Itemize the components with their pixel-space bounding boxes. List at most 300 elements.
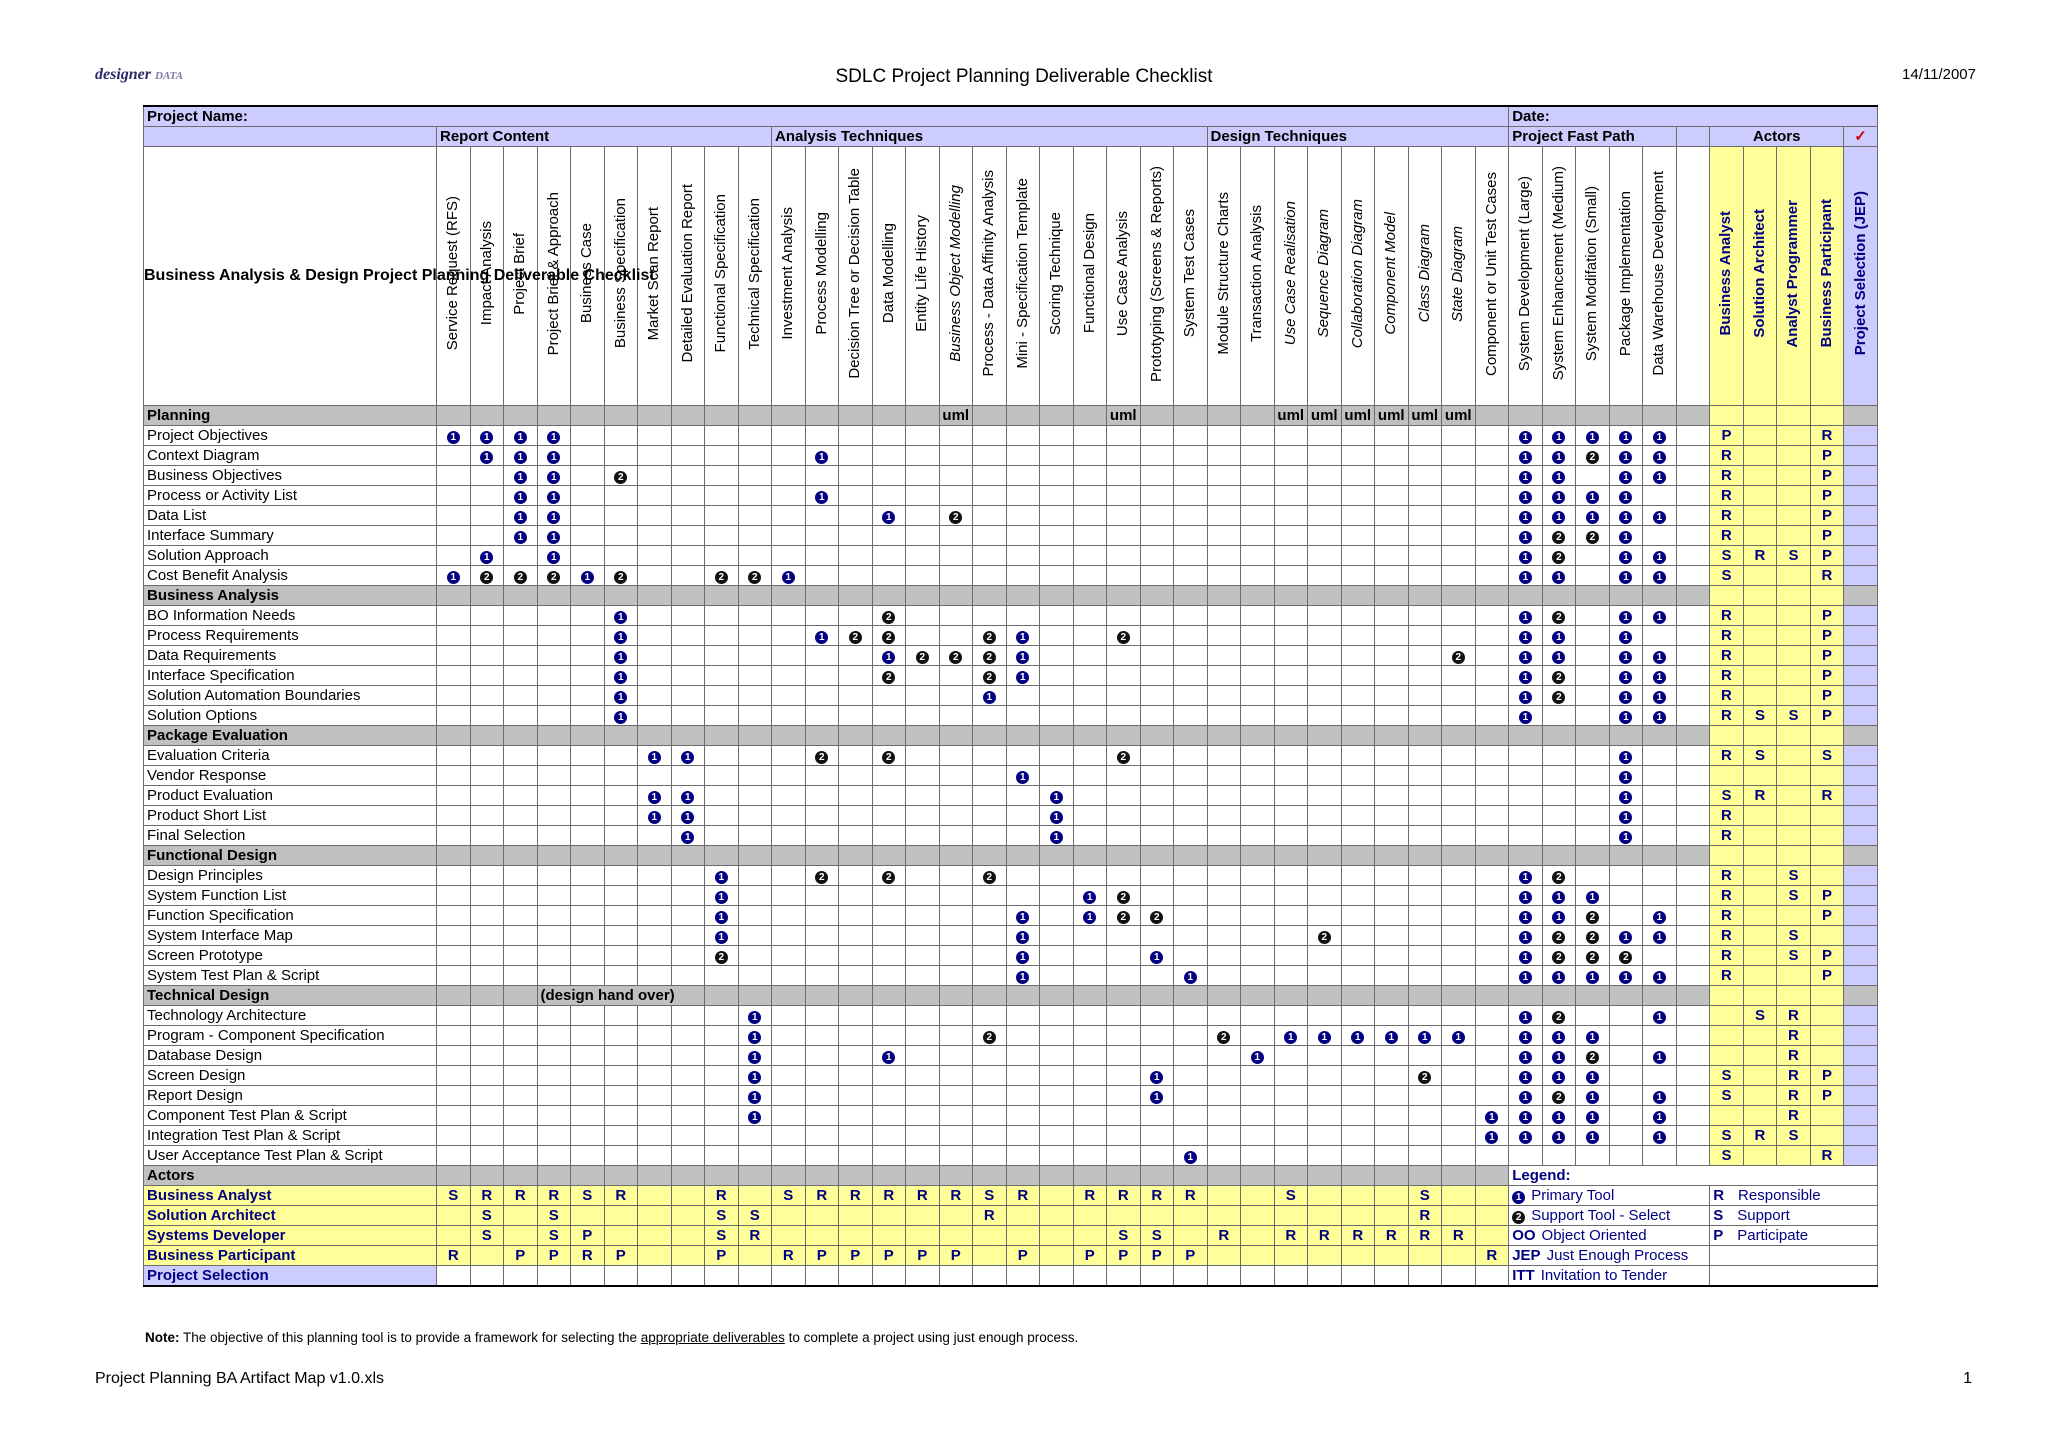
- grid-cell: [470, 1006, 504, 1026]
- grid-cell: [504, 966, 538, 986]
- grid-cell: [939, 1066, 973, 1086]
- grid-cell: [1475, 526, 1509, 546]
- grid-cell: [1174, 486, 1208, 506]
- grid-cell: [973, 1046, 1007, 1066]
- grid-cell: [1174, 426, 1208, 446]
- primary-tool-icon: 1: [1619, 791, 1632, 804]
- grid-cell: [1442, 1066, 1476, 1086]
- primary-tool-icon: 1: [748, 1051, 761, 1064]
- grid-cell: [437, 446, 471, 466]
- grid-cell: [1609, 906, 1643, 926]
- grid-cell: [872, 586, 906, 606]
- grid-cell: [1040, 806, 1074, 826]
- grid-cell: [1274, 1186, 1308, 1206]
- grid-cell: [1442, 406, 1476, 426]
- grid-cell: [1710, 1126, 1744, 1146]
- grid-cell: [437, 1026, 471, 1046]
- grid-cell: [738, 906, 772, 926]
- grid-cell: [470, 1086, 504, 1106]
- grid-cell: [571, 1146, 605, 1166]
- grid-cell: [470, 926, 504, 946]
- grid-cell: [504, 746, 538, 766]
- grid-cell: [1241, 1266, 1275, 1287]
- grid-cell: [1073, 586, 1107, 606]
- grid-cell: [1542, 826, 1576, 846]
- grid-cell: [1408, 986, 1442, 1006]
- grid-cell: [504, 1206, 538, 1226]
- grid-cell: [772, 486, 806, 506]
- grid-cell: [906, 1166, 940, 1186]
- grid-cell: [571, 886, 605, 906]
- grid-cell: [1509, 1026, 1543, 1046]
- grid-cell: [705, 706, 739, 726]
- grid-cell: [839, 626, 873, 646]
- primary-tool-icon: 1: [1519, 891, 1532, 904]
- grid-cell: [772, 1186, 806, 1206]
- grid-cell: [604, 466, 638, 486]
- role-code: P: [950, 1246, 961, 1264]
- grid-cell: [805, 526, 839, 546]
- grid-cell: [638, 666, 672, 686]
- grid-cell: [1643, 466, 1677, 486]
- column-header: [705, 147, 739, 406]
- grid-cell: [604, 746, 638, 766]
- grid-cell: [872, 706, 906, 726]
- grid-cell: [1375, 906, 1409, 926]
- grid-cell: [872, 886, 906, 906]
- grid-cell: [1609, 1126, 1643, 1146]
- grid-cell: [906, 1066, 940, 1086]
- note-link[interactable]: appropriate deliverables: [640, 1330, 785, 1345]
- checklist-title: Business Analysis & Design Project Planning Deliverable Checklist: [144, 147, 437, 406]
- grid-cell: [1006, 426, 1040, 446]
- role-code: S: [1419, 1186, 1430, 1204]
- grid-cell: [1274, 1246, 1308, 1266]
- role-code: S: [1754, 746, 1765, 764]
- grid-cell: [705, 506, 739, 526]
- grid-cell: [805, 466, 839, 486]
- grid-cell: [1542, 746, 1576, 766]
- grid-cell: [1844, 1026, 1878, 1046]
- grid-cell: [1643, 406, 1677, 426]
- grid-cell: [1576, 486, 1610, 506]
- column-header: [1006, 147, 1040, 406]
- grid-cell: [1341, 1126, 1375, 1146]
- role-code: R: [950, 1186, 962, 1204]
- grid-cell: [470, 1186, 504, 1206]
- grid-cell: [671, 1226, 705, 1246]
- grid-cell: [1710, 406, 1744, 426]
- column-header-label: System Modifation (Small): [1583, 185, 1601, 362]
- grid-cell: [1676, 506, 1710, 526]
- grid-cell: [1844, 446, 1878, 466]
- grid-cell: [1542, 666, 1576, 686]
- grid-cell: [1844, 506, 1878, 526]
- grid-cell: [470, 666, 504, 686]
- grid-cell: [1542, 1086, 1576, 1106]
- grid-cell: [1241, 986, 1275, 1006]
- grid-cell: [1241, 526, 1275, 546]
- primary-tool-icon: 1: [1452, 1031, 1465, 1044]
- grid-cell: [1107, 686, 1141, 706]
- grid-cell: [1844, 1066, 1878, 1086]
- grid-cell: [738, 846, 772, 866]
- grid-cell: [1743, 546, 1777, 566]
- grid-cell: [1174, 466, 1208, 486]
- grid-cell: [504, 406, 538, 426]
- grid-cell: [705, 1246, 739, 1266]
- grid-cell: [1408, 746, 1442, 766]
- grid-cell: [1174, 1006, 1208, 1026]
- grid-cell: [1073, 966, 1107, 986]
- grid-cell: [1308, 626, 1342, 646]
- grid-cell: [1241, 706, 1275, 726]
- grid-cell: [537, 486, 571, 506]
- primary-tool-icon: 1: [1552, 451, 1565, 464]
- grid-cell: [571, 1266, 605, 1287]
- group-report-content: Report Content: [437, 127, 772, 147]
- grid-cell: [973, 1226, 1007, 1246]
- legend-code-text: Participate: [1737, 1226, 1809, 1244]
- grid-cell: [537, 626, 571, 646]
- grid-cell: [772, 586, 806, 606]
- grid-cell: [437, 626, 471, 646]
- grid-cell: [638, 1006, 672, 1026]
- logo-main: designer: [95, 66, 151, 83]
- grid-cell: [1174, 1246, 1208, 1266]
- grid-cell: [1207, 426, 1241, 446]
- grid-cell: [1140, 446, 1174, 466]
- grid-cell: [1844, 986, 1878, 1006]
- grid-cell: [1408, 566, 1442, 586]
- grid-cell: [638, 526, 672, 546]
- grid-cell: [872, 1206, 906, 1226]
- grid-cell: [1341, 1186, 1375, 1206]
- primary-tool-icon: 1: [1519, 1051, 1532, 1064]
- grid-cell: [604, 1106, 638, 1126]
- grid-cell: [1442, 1246, 1476, 1266]
- grid-cell: [504, 806, 538, 826]
- grid-cell: [1475, 1146, 1509, 1166]
- grid-cell: [1475, 966, 1509, 986]
- grid-cell: [638, 726, 672, 746]
- grid-cell: [1140, 766, 1174, 786]
- grid-cell: [738, 966, 772, 986]
- grid-cell: [1810, 826, 1844, 846]
- grid-cell: [1040, 946, 1074, 966]
- column-header-label: Decision Tree or Decision Table: [846, 168, 864, 379]
- role-code: S: [783, 1186, 794, 1204]
- grid-cell: [738, 1206, 772, 1226]
- grid-cell: [1475, 666, 1509, 686]
- grid-cell: [1408, 1206, 1442, 1226]
- grid-cell: [1609, 746, 1643, 766]
- grid-cell: [805, 926, 839, 946]
- primary-tool-icon: 1: [748, 1011, 761, 1024]
- grid-cell: [1810, 606, 1844, 626]
- grid-cell: [1609, 886, 1643, 906]
- grid-cell: [504, 1006, 538, 1026]
- grid-cell: [671, 1266, 705, 1287]
- grid-cell: [604, 606, 638, 626]
- grid-cell: [537, 406, 571, 426]
- grid-cell: [1777, 686, 1811, 706]
- grid-cell: [1341, 1206, 1375, 1226]
- primary-tool-icon: 1: [1653, 551, 1666, 564]
- grid-cell: [1006, 806, 1040, 826]
- grid-cell: [1241, 586, 1275, 606]
- grid-cell: [1107, 986, 1141, 1006]
- grid-cell: [973, 986, 1007, 1006]
- primary-tool-icon: 1: [480, 451, 493, 464]
- grid-cell: [638, 1046, 672, 1066]
- grid-cell: [1073, 906, 1107, 926]
- primary-tool-icon: 1: [547, 551, 560, 564]
- grid-cell: [1810, 906, 1844, 926]
- primary-tool-icon: 1: [1653, 971, 1666, 984]
- grid-cell: [437, 426, 471, 446]
- grid-cell: [470, 886, 504, 906]
- grid-cell: [939, 1246, 973, 1266]
- role-code: R: [1821, 786, 1833, 804]
- grid-cell: [638, 946, 672, 966]
- grid-cell: [805, 546, 839, 566]
- primary-tool-icon: 1: [1519, 451, 1532, 464]
- grid-cell: [437, 406, 471, 426]
- grid-cell: [1274, 1206, 1308, 1226]
- grid-cell: [1107, 1066, 1141, 1086]
- grid-cell: [571, 1066, 605, 1086]
- grid-cell: [1475, 746, 1509, 766]
- grid-cell: [906, 726, 940, 746]
- grid-cell: [1676, 666, 1710, 686]
- grid-cell: [1174, 1166, 1208, 1186]
- grid-cell: [805, 1266, 839, 1287]
- grid-cell: [906, 406, 940, 426]
- grid-cell: [1844, 586, 1878, 606]
- grid-cell: [1609, 646, 1643, 666]
- note-label: Note:: [145, 1330, 180, 1345]
- primary-tool-icon: 1: [547, 511, 560, 524]
- grid-cell: [638, 766, 672, 786]
- grid-cell: [1408, 446, 1442, 466]
- grid-cell: [1375, 1006, 1409, 1026]
- primary-tool-icon: 1: [614, 611, 627, 624]
- grid-cell: [1274, 606, 1308, 626]
- grid-cell: [1777, 1086, 1811, 1106]
- grid-cell: [906, 1086, 940, 1106]
- grid-cell: [504, 1146, 538, 1166]
- primary-tool-icon: 1: [648, 811, 661, 824]
- grid-cell: [1174, 746, 1208, 766]
- grid-cell: [1006, 846, 1040, 866]
- grid-cell: [872, 626, 906, 646]
- grid-cell: [571, 526, 605, 546]
- uml-marker: uml: [1109, 406, 1137, 424]
- grid-cell: [1140, 486, 1174, 506]
- grid-cell: [604, 946, 638, 966]
- grid-cell: [1274, 1266, 1308, 1287]
- grid-cell: [1308, 406, 1342, 426]
- grid-cell: [1442, 866, 1476, 886]
- grid-cell: [1509, 806, 1543, 826]
- role-code: R: [715, 1186, 727, 1204]
- role-code: P: [1821, 666, 1832, 684]
- section-title: Package Evaluation: [144, 726, 437, 746]
- grid-cell: [839, 546, 873, 566]
- column-header-label: Project Brief & Approach: [544, 191, 562, 356]
- role-code: R: [1352, 1226, 1364, 1244]
- grid-cell: [638, 926, 672, 946]
- grid-cell: [872, 926, 906, 946]
- role-code: R: [548, 1186, 560, 1204]
- grid-cell: [1475, 1046, 1509, 1066]
- grid-cell: [1643, 1066, 1677, 1086]
- column-header: [1810, 147, 1844, 406]
- grid-cell: [1810, 646, 1844, 666]
- grid-cell: [1743, 906, 1777, 926]
- grid-cell: [1241, 946, 1275, 966]
- grid-cell: [1274, 626, 1308, 646]
- grid-cell: [1509, 586, 1543, 606]
- grid-cell: [1710, 826, 1744, 846]
- legend-title: Legend:: [1509, 1166, 1878, 1186]
- grid-cell: [1073, 1026, 1107, 1046]
- grid-cell: [705, 446, 739, 466]
- grid-cell: [1475, 1266, 1509, 1287]
- grid-cell: [1274, 886, 1308, 906]
- primary-tool-icon: 1: [1619, 711, 1632, 724]
- grid-cell: [1844, 606, 1878, 626]
- grid-cell: [805, 886, 839, 906]
- grid-cell: [638, 1026, 672, 1046]
- grid-cell: [1576, 986, 1610, 1006]
- grid-cell: [1308, 1046, 1342, 1066]
- grid-cell: [1241, 746, 1275, 766]
- grid-cell: [1207, 866, 1241, 886]
- grid-cell: [437, 966, 471, 986]
- grid-cell: [470, 966, 504, 986]
- table-row: [144, 686, 1878, 706]
- grid-cell: [906, 806, 940, 826]
- grid-cell: [1643, 1026, 1677, 1046]
- grid-cell: [1174, 446, 1208, 466]
- grid-cell: [772, 646, 806, 666]
- grid-cell: [939, 606, 973, 626]
- grid-cell: [1341, 846, 1375, 866]
- grid-cell: [1777, 606, 1811, 626]
- grid-cell: [1107, 646, 1141, 666]
- grid-cell: [1274, 966, 1308, 986]
- grid-cell: [1643, 886, 1677, 906]
- grid-cell: [1408, 626, 1442, 646]
- grid-cell: [1006, 966, 1040, 986]
- table-row: [144, 806, 1878, 826]
- grid-cell: [939, 586, 973, 606]
- grid-cell: [805, 766, 839, 786]
- grid-cell: [1609, 1086, 1643, 1106]
- grid-cell: [738, 586, 772, 606]
- role-code: R: [1754, 786, 1766, 804]
- support-tool-icon: 2: [849, 631, 862, 644]
- grid-cell: [571, 446, 605, 466]
- grid-cell: [470, 426, 504, 446]
- grid-cell: [1073, 1266, 1107, 1287]
- grid-cell: [671, 1166, 705, 1186]
- legend-abbrev: JEP: [1512, 1246, 1541, 1264]
- grid-cell: [1609, 1046, 1643, 1066]
- grid-cell: [1442, 786, 1476, 806]
- grid-cell: [1576, 1126, 1610, 1146]
- grid-cell: [939, 926, 973, 946]
- primary-tool-icon: 1: [715, 911, 728, 924]
- primary-tool-icon: 1: [1512, 1191, 1525, 1204]
- grid-cell: [437, 526, 471, 546]
- grid-cell: [839, 646, 873, 666]
- grid-cell: [1241, 646, 1275, 666]
- grid-cell: [504, 646, 538, 666]
- grid-cell: [1777, 826, 1811, 846]
- grid-cell: [839, 406, 873, 426]
- grid-cell: [437, 806, 471, 826]
- grid-cell: [1375, 826, 1409, 846]
- grid-cell: [1375, 1226, 1409, 1246]
- deliverable-label: Screen Design: [144, 1066, 437, 1086]
- grid-cell: [504, 466, 538, 486]
- grid-cell: [1676, 726, 1710, 746]
- grid-cell: [973, 426, 1007, 446]
- grid-cell: [1810, 406, 1844, 426]
- grid-cell: [738, 726, 772, 746]
- grid-cell: [1676, 766, 1710, 786]
- grid-cell: [1174, 946, 1208, 966]
- column-header: [1743, 147, 1777, 406]
- column-header: [1040, 147, 1074, 406]
- grid-cell: [1207, 546, 1241, 566]
- grid-cell: [1442, 446, 1476, 466]
- grid-cell: [1710, 1106, 1744, 1126]
- uml-marker: uml: [1377, 406, 1405, 424]
- grid-cell: [805, 446, 839, 466]
- grid-cell: [705, 1006, 739, 1026]
- grid-cell: [705, 746, 739, 766]
- grid-cell: [1107, 626, 1141, 646]
- grid-cell: [1743, 966, 1777, 986]
- grid-cell: [1375, 1246, 1409, 1266]
- grid-cell: [571, 706, 605, 726]
- grid-cell: [1810, 466, 1844, 486]
- grid-cell: [1073, 566, 1107, 586]
- grid-cell: [1207, 466, 1241, 486]
- primary-tool-icon: 1: [514, 491, 527, 504]
- primary-tool-icon: 1: [1519, 691, 1532, 704]
- grid-cell: [571, 626, 605, 646]
- column-header: [1844, 147, 1878, 406]
- grid-cell: [437, 546, 471, 566]
- grid-cell: [604, 506, 638, 526]
- grid-cell: [939, 1086, 973, 1106]
- grid-cell: [1810, 966, 1844, 986]
- note-text-1: The objective of this planning tool is to provide a framework for selecting the: [179, 1330, 641, 1345]
- table-row: [144, 546, 1878, 566]
- grid-cell: [1576, 1006, 1610, 1026]
- grid-cell: [906, 1246, 940, 1266]
- grid-cell: [1073, 1186, 1107, 1206]
- grid-cell: [1308, 726, 1342, 746]
- support-tool-icon: 2: [1552, 611, 1565, 624]
- grid-cell: [1107, 1146, 1141, 1166]
- grid-cell: [1676, 1006, 1710, 1026]
